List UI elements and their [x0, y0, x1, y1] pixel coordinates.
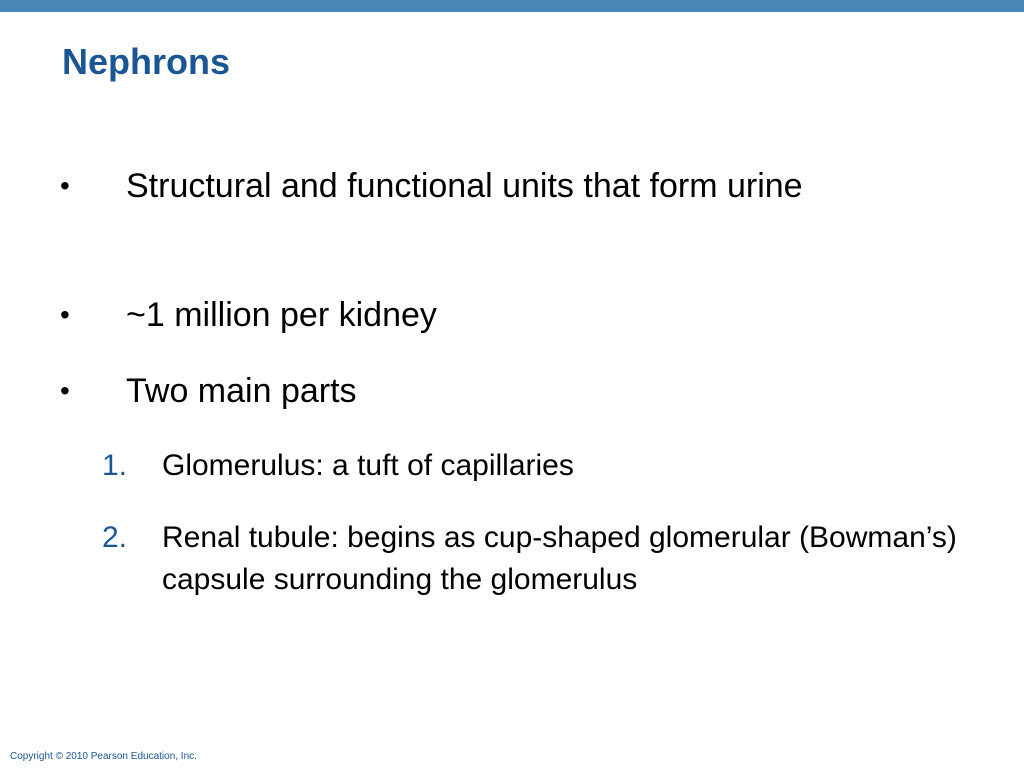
top-accent-bar — [0, 0, 1024, 12]
number-marker: 1. — [102, 449, 128, 482]
numbered-text: Glomerulus: a tuft of capillaries — [162, 449, 574, 482]
bullet-text: Structural and functional units that form urine — [126, 167, 803, 205]
bullet-text: Two main parts — [126, 372, 357, 410]
numbered-text: Renal tubule: begins as cup-shaped glomerular (Bowman’s) capsule surrounding the glomerulus — [162, 521, 957, 596]
bullet-marker: • — [60, 299, 70, 330]
slide-title: Nephrons — [62, 41, 231, 82]
bullet-marker: • — [60, 170, 70, 201]
bullet-marker: • — [60, 375, 70, 406]
copyright-footer: Copyright © 2010 Pearson Education, Inc. — [10, 751, 197, 762]
bullet-text: ~1 million per kidney — [126, 296, 437, 334]
number-marker: 2. — [102, 521, 128, 554]
